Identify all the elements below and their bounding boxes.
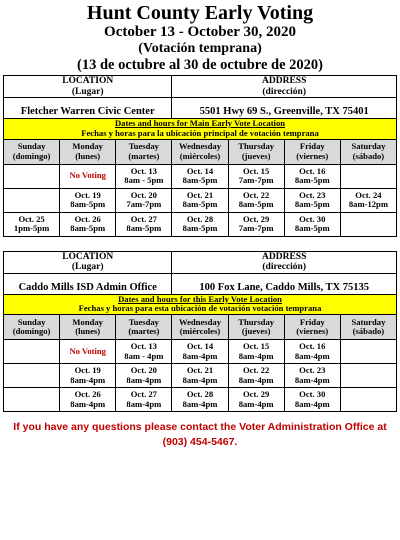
cell-text: Oct. 29 [243, 389, 270, 400]
cell-text: Oct. 20 [130, 189, 157, 200]
cell-text: 8am-5pm [70, 223, 106, 234]
cell-text: (sábado) [352, 150, 385, 161]
main-banner [4, 118, 397, 139]
calendar-cell [60, 164, 116, 188]
date-range-en: October 13 - October 30, 2020 [104, 24, 296, 41]
cell-text: 7am-7pm [126, 199, 162, 210]
cell-text: Monday [72, 316, 103, 327]
calendar-cell [284, 388, 340, 412]
second-location-table [3, 251, 397, 413]
calendar-cell [4, 364, 60, 388]
calendar-cell [284, 340, 340, 364]
cell-text: 8am-5pm [182, 223, 218, 234]
cell-text: 8am-4pm [182, 350, 218, 361]
calendar-cell [284, 188, 340, 212]
cell-text: (jueves) [241, 326, 271, 337]
calendar-cell [340, 388, 396, 412]
cell-text: Oct. 23 [299, 189, 326, 200]
cell-text: (martes) [128, 326, 160, 337]
calendar-cell [340, 164, 396, 188]
subtitle-es: (Votación temprana) [138, 41, 262, 57]
footer-phone: (903) 454-5467. [162, 436, 238, 449]
cell-text: Oct. 26 [74, 389, 101, 400]
no-voting-label: No Voting [69, 170, 106, 181]
cell-text: Oct. 15 [243, 165, 270, 176]
calendar-row [4, 164, 397, 188]
day-header [172, 315, 228, 340]
day-header [228, 139, 284, 164]
cell-text: 8am-4pm [126, 374, 162, 385]
cell-text: Wednesday [178, 141, 221, 152]
date-range-es: (13 de octubre al 30 de octubre de 2020) [77, 56, 323, 73]
cell-text: Oct. 30 [299, 389, 326, 400]
calendar-cell [116, 188, 172, 212]
section-gap [0, 237, 400, 251]
cell-text: Saturday [351, 141, 386, 152]
second-banner-en: Dates and hours for this Early Vote Location [118, 293, 282, 304]
location-header-es: (Lugar) [71, 86, 104, 97]
calendar-cell [116, 388, 172, 412]
cell-text: (lunes) [75, 326, 101, 337]
calendar-cell [228, 388, 284, 412]
cell-text: Oct. 25 [18, 213, 45, 224]
cell-text: 1pm-5pm [13, 223, 50, 234]
day-header [116, 315, 172, 340]
cell-text: Oct. 28 [186, 213, 214, 224]
calendar-cell [4, 388, 60, 412]
calendar-cell [172, 212, 228, 236]
footer-line-1: If you have any questions please contact the Voter Administration Office at [13, 421, 387, 434]
calendar-cell [228, 340, 284, 364]
main-banner-en: Dates and hours for Main Early Vote Location [114, 117, 286, 128]
page-title: Hunt County Early Voting [86, 2, 314, 24]
day-header [340, 315, 396, 340]
calendar-cell [172, 340, 228, 364]
main-location-table [3, 75, 397, 237]
calendar-cell [172, 164, 228, 188]
calendar-cell [172, 388, 228, 412]
address-header-es: (dirección) [262, 86, 307, 97]
calendar-cell [228, 164, 284, 188]
cell-text: Oct. 15 [243, 341, 270, 352]
cell-text: 8am-4pm [294, 350, 330, 361]
calendar-cell [284, 164, 340, 188]
cell-text: Wednesday [178, 316, 221, 327]
calendar-cell [4, 188, 60, 212]
cell-text: Saturday [351, 316, 386, 327]
cell-text: 8am-4pm [70, 374, 106, 385]
day-header [116, 139, 172, 164]
weekday-header-row [4, 315, 397, 340]
cell-text: 8am-4pm [238, 374, 274, 385]
no-voting-label: No Voting [69, 346, 106, 357]
cell-text: Oct. 14 [186, 341, 214, 352]
calendar-cell [60, 340, 116, 364]
calendar-cell [60, 364, 116, 388]
cell-text: (jueves) [241, 150, 271, 161]
cell-text: 8am-5pm [294, 199, 330, 210]
calendar-cell [284, 212, 340, 236]
second-location-name: Caddo Mills ISD Admin Office [4, 273, 172, 294]
calendar-row [4, 188, 397, 212]
cell-text: Oct. 21 [186, 189, 214, 200]
calendar-cell [4, 212, 60, 236]
calendar-cell [4, 340, 60, 364]
cell-text: Oct. 16 [299, 341, 326, 352]
cell-text: (viernes) [296, 150, 329, 161]
day-header [172, 139, 228, 164]
cell-text: Oct. 22 [243, 189, 270, 200]
cell-text: 8am-5pm [182, 199, 218, 210]
calendar-cell [116, 212, 172, 236]
day-header [60, 315, 116, 340]
cell-text: 7am-7pm [238, 223, 274, 234]
contact-footer [0, 420, 400, 449]
address-header-cell [172, 76, 397, 98]
cell-text: 8am-5pm [182, 175, 218, 186]
location-header-cell [4, 76, 172, 98]
day-header [4, 315, 60, 340]
cell-text: 8am-4pm [126, 398, 162, 409]
cell-text: 8am-4pm [182, 374, 218, 385]
cell-text: Oct. 29 [243, 213, 270, 224]
cell-text: Friday [299, 141, 325, 152]
second-banner [4, 294, 397, 315]
cell-text: 8am-12pm [348, 199, 388, 210]
day-header [60, 139, 116, 164]
location-header: LOCATION [62, 251, 114, 262]
cell-text: Oct. 30 [299, 213, 326, 224]
cell-text: 8am-4pm [294, 398, 330, 409]
cell-text: (miércoles) [179, 150, 221, 161]
calendar-cell [116, 340, 172, 364]
calendar-cell [4, 164, 60, 188]
cell-text: Oct. 13 [130, 341, 157, 352]
cell-text: 7am-7pm [238, 175, 274, 186]
day-header [228, 315, 284, 340]
calendar-cell [340, 188, 396, 212]
address-header-cell [172, 251, 397, 273]
cell-text: 8am - 5pm [124, 175, 164, 186]
cell-text: Oct. 26 [74, 213, 101, 224]
calendar-cell [340, 364, 396, 388]
address-header: ADDRESS [262, 251, 307, 262]
cell-text: Thursday [238, 316, 275, 327]
cell-text: Oct. 16 [299, 165, 326, 176]
cell-text: (lunes) [75, 150, 101, 161]
main-location-name: Fletcher Warren Civic Center [4, 97, 172, 118]
main-banner-es: Fechas y horas para la ubicación principal de votación temprana [81, 127, 319, 138]
calendar-cell [60, 212, 116, 236]
cell-text: 8am-4pm [238, 350, 274, 361]
cell-text: Sunday [17, 141, 46, 152]
calendar-row [4, 364, 397, 388]
weekday-header-row [4, 139, 397, 164]
cell-text: 8am-5pm [294, 223, 330, 234]
day-header [284, 315, 340, 340]
day-header [340, 139, 396, 164]
cell-text: 8am-5pm [70, 199, 106, 210]
cell-text: Oct. 28 [186, 389, 214, 400]
cell-text: Oct. 27 [130, 389, 157, 400]
cell-text: (martes) [128, 150, 160, 161]
calendar-cell [116, 364, 172, 388]
calendar-cell [340, 212, 396, 236]
calendar-cell [228, 364, 284, 388]
cell-text: Thursday [238, 141, 275, 152]
cell-text: Friday [299, 316, 325, 327]
calendar-cell [172, 364, 228, 388]
calendar-cell [340, 340, 396, 364]
cell-text: Oct. 21 [186, 365, 214, 376]
calendar-cell [228, 212, 284, 236]
flyer-page [0, 2, 400, 540]
cell-text: 8am-4pm [70, 398, 106, 409]
cell-text: 8am - 4pm [124, 350, 164, 361]
address-header: ADDRESS [262, 76, 307, 87]
location-header-cell [4, 251, 172, 273]
calendar-cell [228, 188, 284, 212]
cell-text: Oct. 19 [74, 189, 101, 200]
cell-text: Oct. 24 [355, 189, 382, 200]
cell-text: 8am-4pm [182, 398, 218, 409]
calendar-cell [60, 188, 116, 212]
cell-text: Oct. 23 [299, 365, 326, 376]
calendar-row [4, 212, 397, 236]
cell-text: Oct. 14 [186, 165, 214, 176]
cell-text: Oct. 27 [130, 213, 157, 224]
calendar-cell [172, 188, 228, 212]
calendar-row [4, 340, 397, 364]
cell-text: (miércoles) [179, 326, 221, 337]
cell-text: Oct. 13 [130, 165, 157, 176]
location-header-es: (Lugar) [71, 262, 104, 273]
cell-text: Oct. 19 [74, 365, 101, 376]
cell-text: Tuesday [128, 141, 159, 152]
cell-text: 8am-5pm [238, 199, 274, 210]
calendar-cell [116, 164, 172, 188]
calendar-cell [60, 388, 116, 412]
cell-text: 8am-5pm [126, 223, 162, 234]
day-header [284, 139, 340, 164]
calendar-cell [284, 364, 340, 388]
second-banner-es: Fechas y horas para esta ubicación de votación votación temprana [78, 303, 322, 314]
cell-text: Monday [72, 141, 103, 152]
cell-text: (viernes) [296, 326, 329, 337]
cell-text: 8am-4pm [238, 398, 274, 409]
cell-text: Oct. 20 [130, 365, 157, 376]
cell-text: 8am-5pm [294, 175, 330, 186]
day-header [4, 139, 60, 164]
calendar-row [4, 388, 397, 412]
cell-text: Oct. 22 [243, 365, 270, 376]
location-header: LOCATION [62, 76, 114, 87]
cell-text: Sunday [17, 316, 46, 327]
main-location-address: 5501 Hwy 69 S., Greenville, TX 75401 [172, 97, 397, 118]
second-location-address: 100 Fox Lane, Caddo Mills, TX 75135 [172, 273, 397, 294]
cell-text: (sábado) [352, 326, 385, 337]
cell-text: 8am-4pm [294, 374, 330, 385]
cell-text: (domingo) [12, 326, 51, 337]
cell-text: (domingo) [12, 150, 51, 161]
cell-text: Tuesday [128, 316, 159, 327]
address-header-es: (dirección) [262, 262, 307, 273]
